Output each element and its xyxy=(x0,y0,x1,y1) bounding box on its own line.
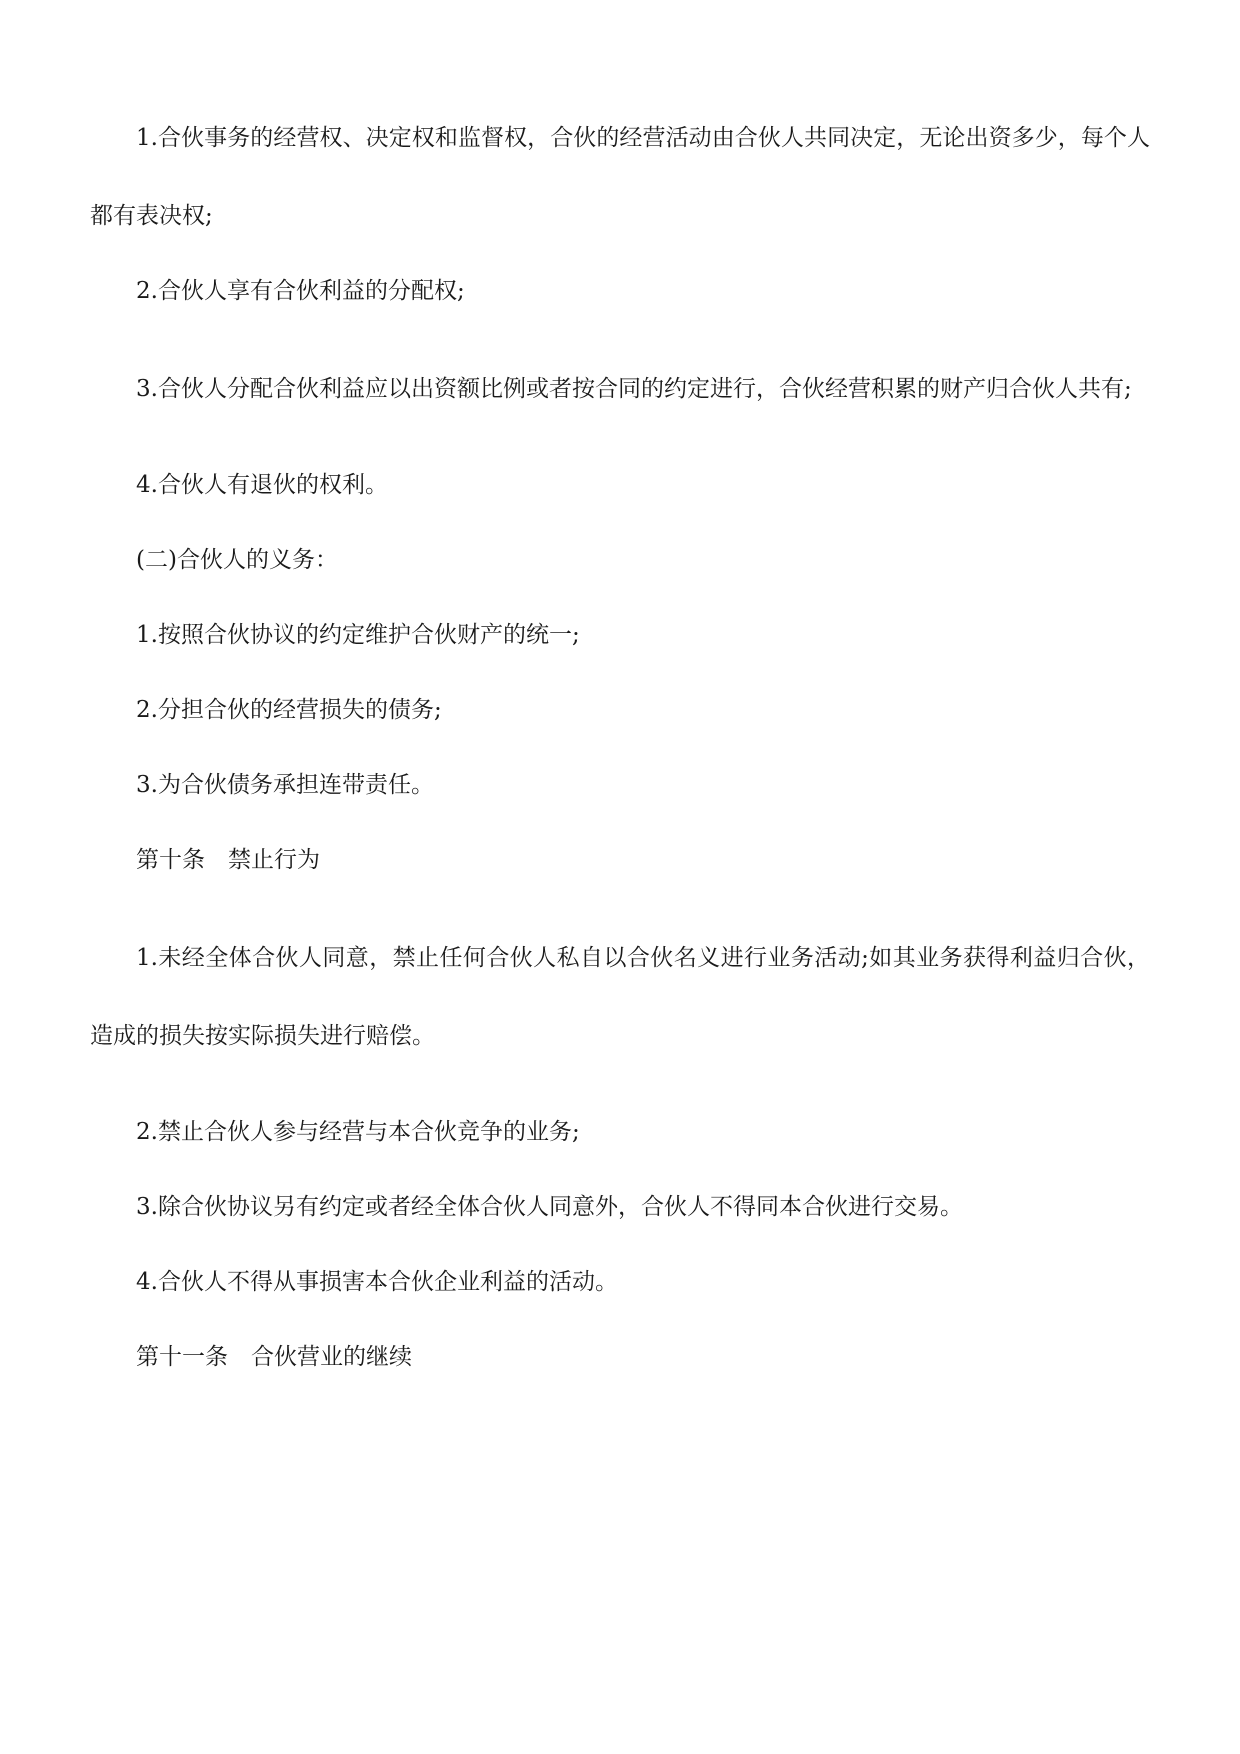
paragraph-duty-3: 3.为合伙债务承担连带责任。 xyxy=(136,772,434,798)
paragraph-prohibition-1: 1.未经全体合伙人同意，禁止任何合伙人私自以合伙名义进行业务活动;如其业务获得利益归合伙，造成的损失按实际损失进行赔偿。 xyxy=(90,945,1150,1049)
paragraph-prohibition-3: 3.除合伙协议另有约定或者经全体合伙人同意外，合伙人不得同本合伙进行交易。 xyxy=(136,1194,963,1220)
document-body xyxy=(90,122,1150,1416)
paragraph-right-3: 3.合伙人分配合伙利益应以出资额比例或者按合同的约定进行，合伙经营积累的财产归合伙人共有; xyxy=(136,376,1132,402)
paragraph-right-2: 2.合伙人享有合伙利益的分配权; xyxy=(136,278,465,304)
article-11-heading: 第十一条 合伙营业的继续 xyxy=(136,1344,412,1370)
paragraph-right-4: 4.合伙人有退伙的权利。 xyxy=(136,472,388,498)
paragraph-prohibition-4: 4.合伙人不得从事损害本合伙企业利益的活动。 xyxy=(136,1269,618,1295)
paragraph-duty-1: 1.按照合伙协议的约定维护合伙财产的统一; xyxy=(136,622,580,648)
article-10-heading: 第十条 禁止行为 xyxy=(136,847,320,873)
section-heading-duties: (二)合伙人的义务： xyxy=(136,547,338,573)
paragraph-prohibition-2: 2.禁止合伙人参与经营与本合伙竞争的业务; xyxy=(136,1119,580,1145)
paragraph-duty-2: 2.分担合伙的经营损失的债务; xyxy=(136,697,442,723)
paragraph-right-1: 1.合伙事务的经营权、决定权和监督权，合伙的经营活动由合伙人共同决定，无论出资多少，每个人都有表决权; xyxy=(90,125,1150,229)
